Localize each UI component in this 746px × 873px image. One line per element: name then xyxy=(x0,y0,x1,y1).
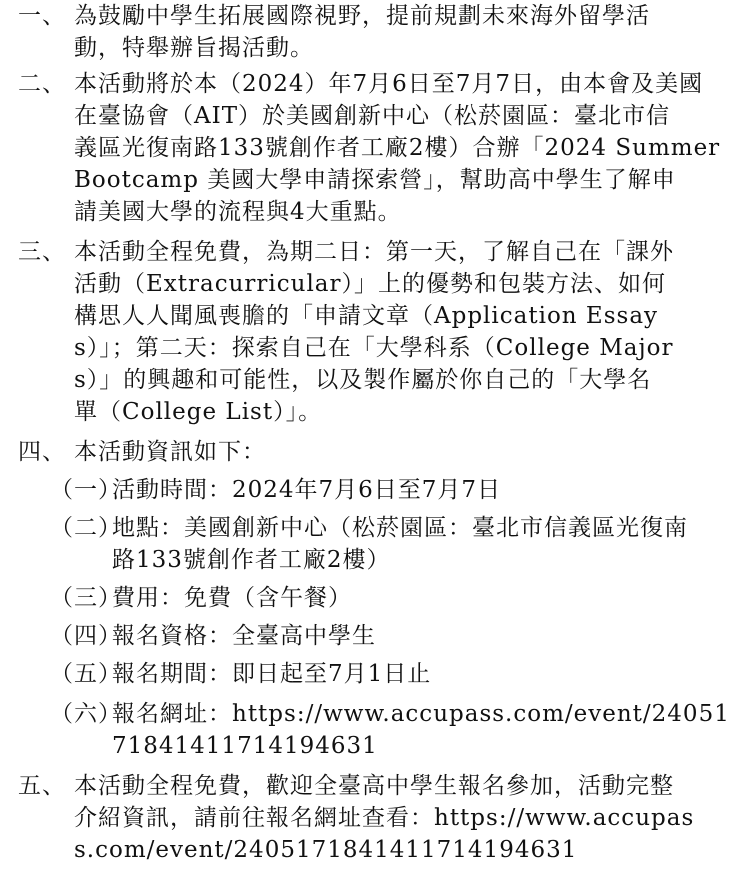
sub-item-number: （六） xyxy=(50,701,122,727)
sub-item-text: 活動時間：2024年7月6日至7月7日 xyxy=(112,477,502,503)
item-number: 一、 xyxy=(18,3,66,29)
sub-item-text: 費用：免費（含午餐） xyxy=(112,585,352,611)
sub-item-text: 71841411714194631 xyxy=(112,733,378,759)
paragraph-line: 介紹資訊，請前往報名網址查看：https://www.accupas xyxy=(74,805,695,831)
sub-item-text: 地點：美國創新中心（松菸園區：臺北市信義區光復南 xyxy=(112,515,688,541)
paragraph-line: 本活動資訊如下： xyxy=(74,439,266,465)
sub-item-text: 報名資格：全臺高中學生 xyxy=(112,623,376,649)
paragraph-line: 單（College List）」。 xyxy=(74,399,323,425)
item-number: 五、 xyxy=(18,773,66,799)
item-number: 三、 xyxy=(18,239,66,265)
sub-item-text: 報名網址：https://www.accupass.com/event/24051 xyxy=(112,701,730,727)
sub-item-number: （三） xyxy=(50,585,122,611)
sub-item-number: （一） xyxy=(50,477,122,503)
paragraph-line: Bootcamp 美國大學申請探索營」，幫助高中學生了解申 xyxy=(74,167,676,193)
sub-item-number: （二） xyxy=(50,515,122,541)
paragraph-line: 構思人人聞風喪膽的「申請文章（Application Essay xyxy=(74,303,659,329)
paragraph-line: 活動（Extracurricular）」上的優勢和包裝方法、如何 xyxy=(74,271,667,297)
paragraph-line: 在臺協會（AIT）於美國創新中心（松菸園區：臺北市信 xyxy=(74,103,671,129)
item-number: 四、 xyxy=(18,439,66,465)
sub-item-number: （四） xyxy=(50,623,122,649)
paragraph-line: 本活動全程免費，為期二日：第一天，了解自己在「課外 xyxy=(74,239,674,265)
paragraph-line: 為鼓勵中學生拓展國際視野，提前規劃未來海外留學活 xyxy=(74,3,650,29)
paragraph-line: s）」；第二天：探索自己在「大學科系（College Major xyxy=(74,335,674,361)
paragraph-line: 動，特舉辦旨揭活動。 xyxy=(74,35,314,61)
sub-item-text: 報名期間：即日起至7月1日止 xyxy=(112,661,432,687)
paragraph-line: 請美國大學的流程與4大重點。 xyxy=(74,199,402,225)
paragraph-line: 本活動將於本（2024）年7月6日至7月7日，由本會及美國 xyxy=(74,71,704,97)
sub-item-number: （五） xyxy=(50,661,122,687)
paragraph-line: 本活動全程免費，歡迎全臺高中學生報名參加，活動完整 xyxy=(74,773,674,799)
paragraph-line: 義區光復南路133號創作者工廠2樓）合辦「2024 Summer xyxy=(74,135,721,161)
paragraph-line: s.com/event/2405171841411714194631 xyxy=(74,837,578,863)
paragraph-line: s）」的興趣和可能性，以及製作屬於你自己的「大學名 xyxy=(74,367,652,393)
item-number: 二、 xyxy=(18,71,66,97)
sub-item-text: 路133號創作者工廠2樓） xyxy=(112,547,391,573)
